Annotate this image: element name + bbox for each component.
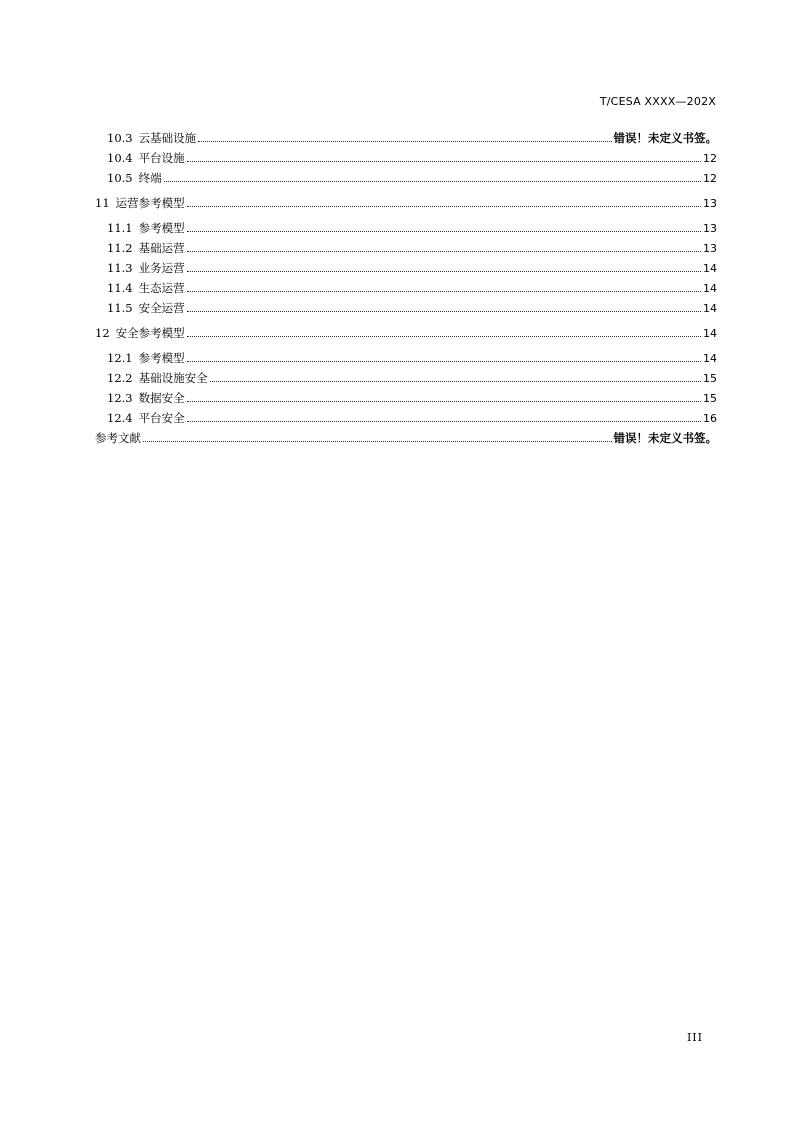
toc-leader-dots [187,400,701,402]
toc-leader-dots [198,140,611,142]
toc-title: 终端 [138,171,162,185]
toc-leader-dots [187,250,701,252]
toc-leader-dots [187,160,701,162]
toc-title: 安全运营 [138,301,185,315]
toc-entry-12-3[interactable] [95,388,717,408]
toc-entry-11-3[interactable] [95,258,717,278]
toc-page-number: 13 [703,197,717,210]
toc-number: 10.4 [107,151,133,165]
toc-entry-10-5[interactable] [95,168,717,188]
toc-leader-dots [187,420,701,422]
toc-page-number: 12 [703,152,717,165]
toc-entry-12-1[interactable] [95,348,717,368]
toc-title: 业务运营 [138,261,185,275]
toc-entry-10-4[interactable] [95,148,717,168]
toc-title: 生态运营 [138,281,185,295]
toc-leader-dots [210,380,701,382]
table-of-contents [95,128,717,448]
toc-number: 12.4 [107,411,133,425]
toc-leader-dots [164,180,701,182]
toc-page-number: 14 [703,352,717,365]
toc-leader-dots [187,360,701,362]
toc-page-number: 14 [703,302,717,315]
toc-entry-11-4[interactable] [95,278,717,298]
toc-page-number: 13 [703,242,717,255]
toc-entry-references[interactable] [95,428,717,448]
toc-number: 11.2 [107,241,133,255]
toc-title: 平台设施 [138,151,185,165]
toc-page-error: 错误！未定义书签。 [613,131,717,145]
toc-page-number: 15 [703,372,717,385]
toc-leader-dots [187,290,701,292]
toc-entry-12[interactable] [95,322,717,344]
toc-title: 安全参考模型 [115,326,185,340]
toc-page-number: 14 [703,262,717,275]
toc-page-number: 16 [703,412,717,425]
page-number-roman: III [686,1031,703,1044]
toc-title: 参考文献 [95,431,141,445]
toc-leader-dots [187,230,701,232]
toc-number: 12.2 [107,371,133,385]
toc-entry-11-5[interactable] [95,298,717,318]
toc-entry-11-2[interactable] [95,238,717,258]
toc-page-number: 14 [703,282,717,295]
toc-leader-dots [187,335,701,337]
toc-leader-dots [187,310,701,312]
toc-page-number: 13 [703,222,717,235]
toc-number: 12.1 [107,351,133,365]
toc-title: 运营参考模型 [115,196,185,210]
toc-entry-10-3[interactable] [95,128,717,148]
toc-title: 云基础设施 [138,131,197,145]
toc-page-number: 12 [703,172,717,185]
toc-title: 基础设施安全 [138,371,208,385]
toc-leader-dots [143,440,612,442]
toc-number: 10.3 [107,131,133,145]
toc-title: 平台安全 [138,411,185,425]
toc-number: 11.3 [107,261,133,275]
toc-title: 基础运营 [138,241,185,255]
toc-number: 12 [95,326,110,340]
toc-leader-dots [187,270,701,272]
toc-page-error: 错误！未定义书签。 [613,431,717,445]
toc-page-number: 15 [703,392,717,405]
toc-number: 11.1 [107,221,133,235]
toc-title: 参考模型 [138,351,185,365]
toc-title: 参考模型 [138,221,185,235]
toc-leader-dots [187,205,701,207]
toc-number: 10.5 [107,171,133,185]
toc-title: 数据安全 [138,391,185,405]
toc-number: 11.5 [107,301,133,315]
toc-number: 11.4 [107,281,133,295]
document-header-id: T/CESA XXXX—202X [599,95,716,108]
toc-entry-12-4[interactable] [95,408,717,428]
toc-entry-11[interactable] [95,192,717,214]
toc-number: 12.3 [107,391,133,405]
toc-entry-11-1[interactable] [95,218,717,238]
toc-number: 11 [95,196,110,210]
toc-entry-12-2[interactable] [95,368,717,388]
toc-page-number: 14 [703,327,717,340]
